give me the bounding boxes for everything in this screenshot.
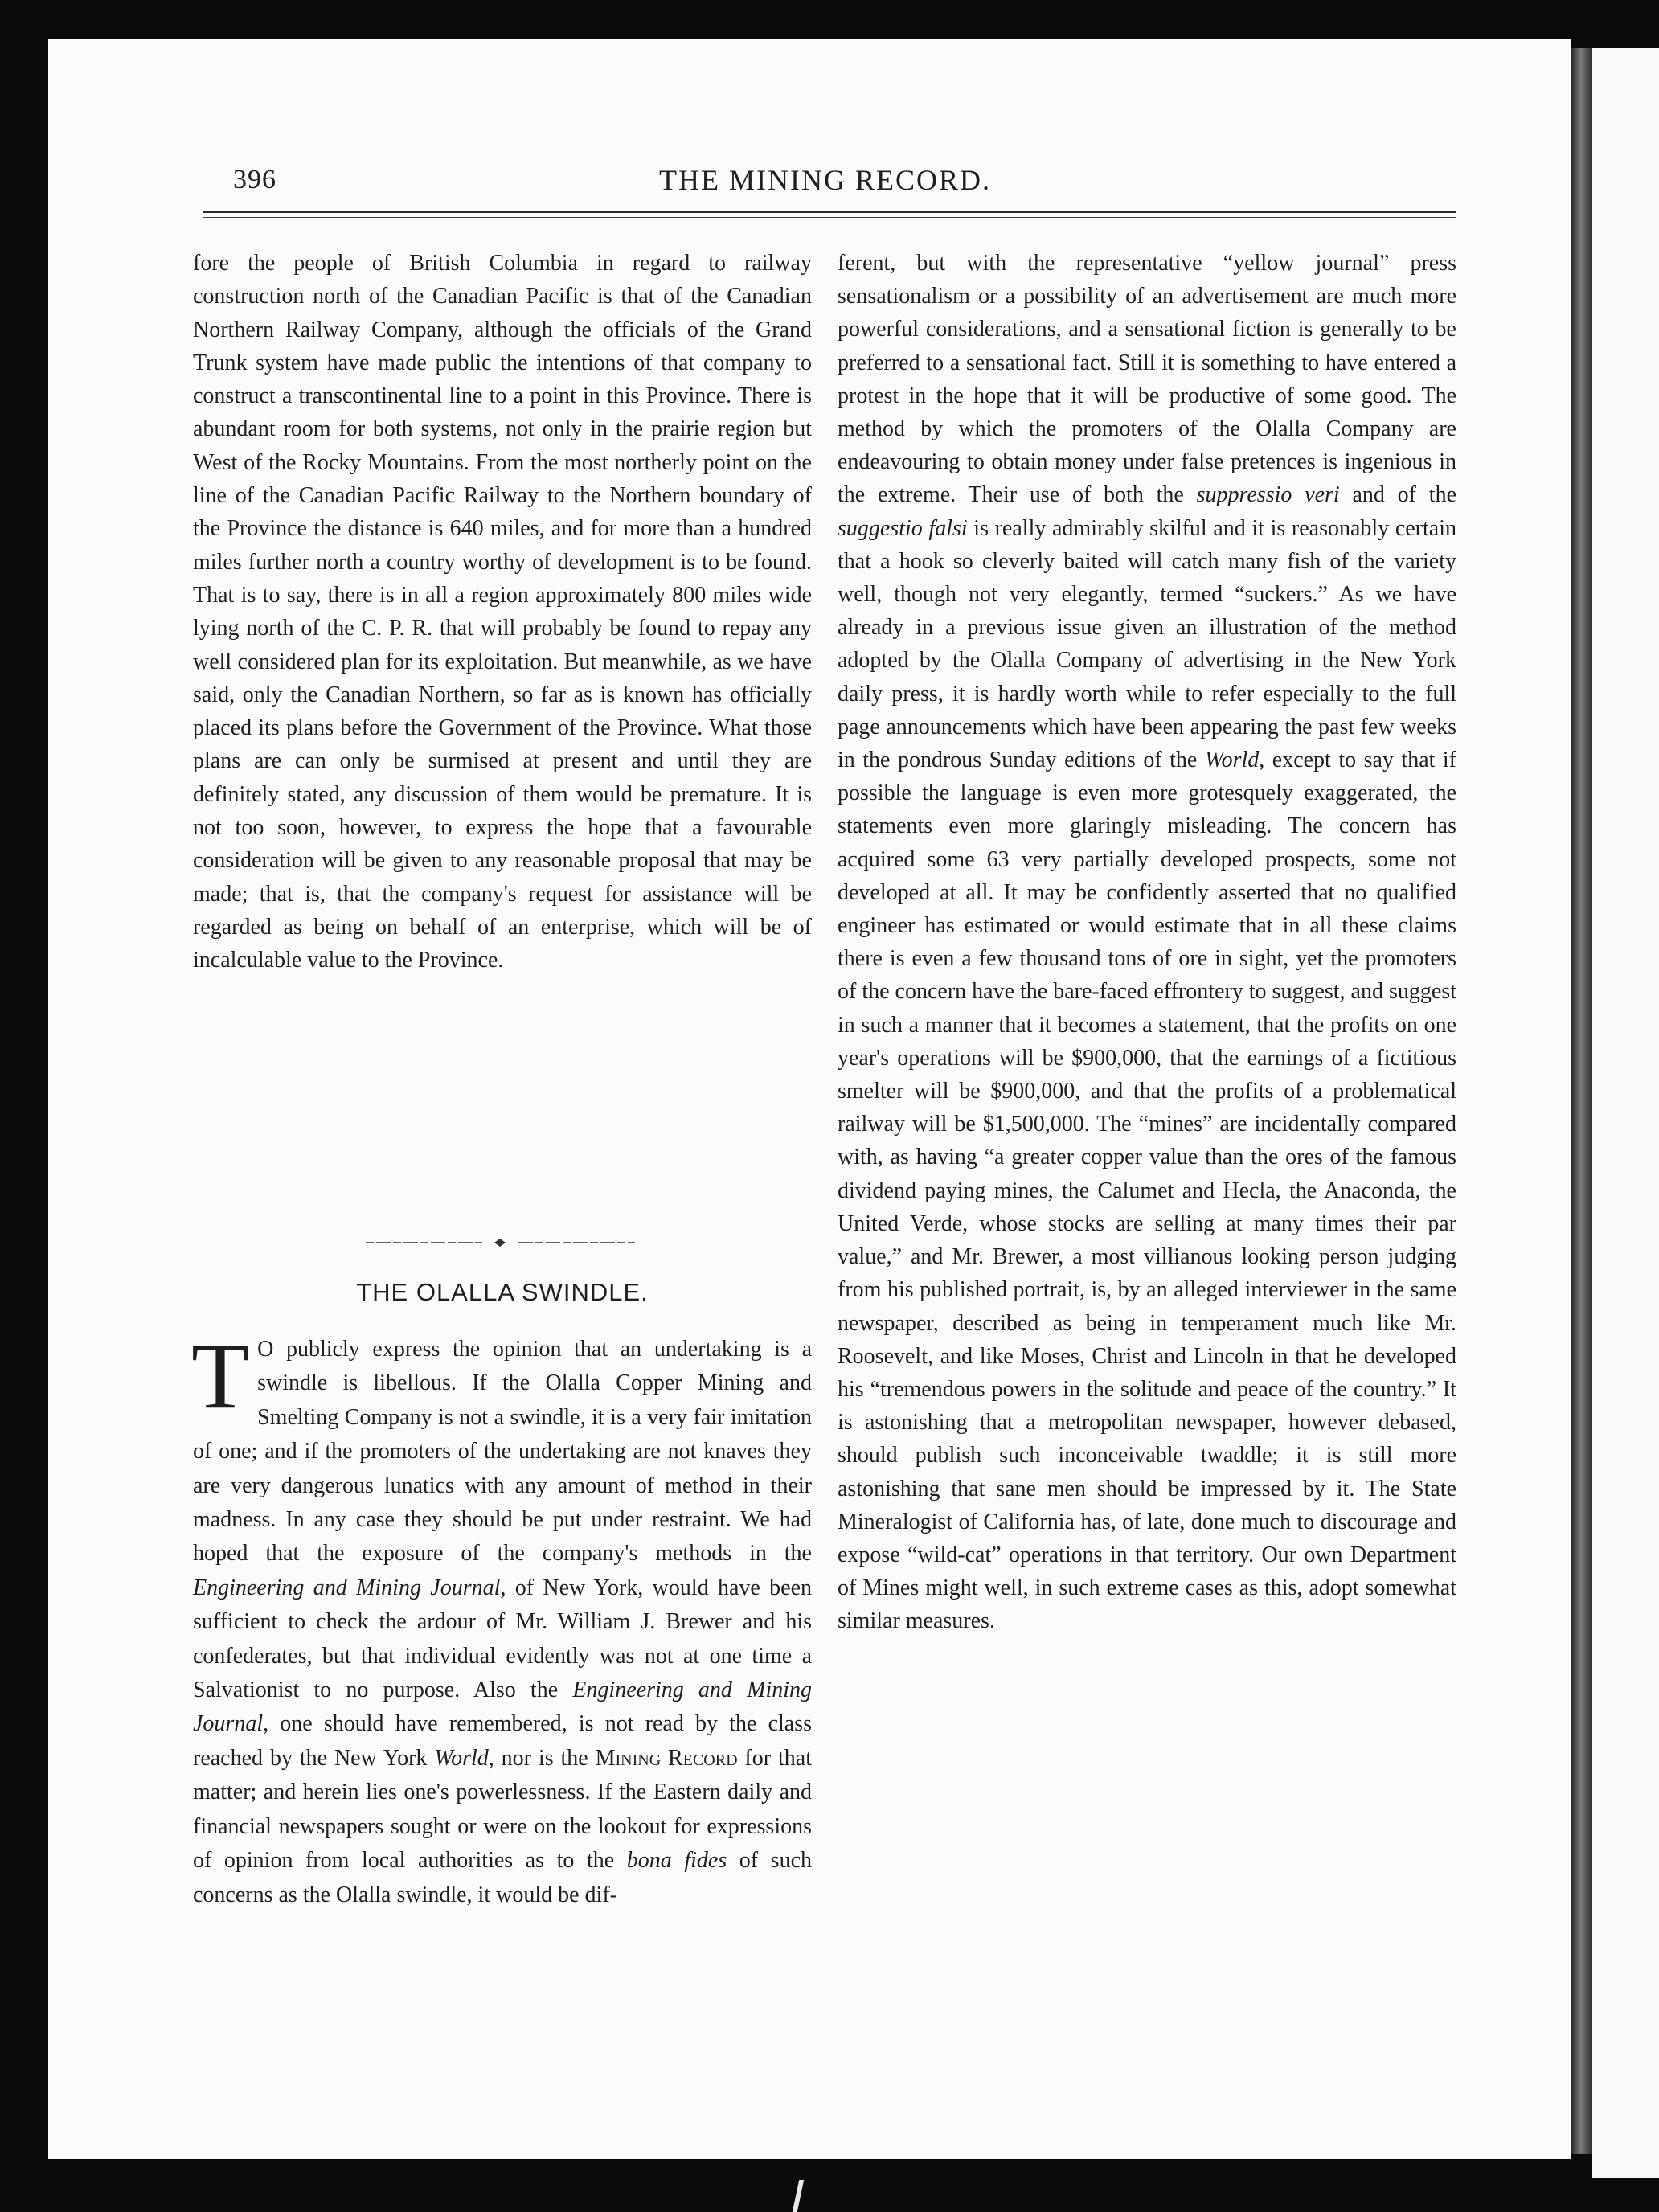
running-title: THE MINING RECORD.	[659, 164, 991, 196]
article-text: of New York, would have been sufficient to check the ardour of Mr. William J. Brewer and his confederates, but that individual evidently was not at one time a Salvationist to no purpose. Also the	[193, 1575, 813, 1703]
page-number: 396	[233, 165, 276, 195]
latin-phrase-italic: suppressio veri	[1196, 482, 1340, 508]
right-paragraph	[838, 247, 1456, 1638]
article-text: O publicly express the opinion that an undertaking is a swindle is libellous. If the Olalla Copper Mining and Smelting Company is not a swindle, it is a very fair imitation of one; and if the promoters of the undertaking are not knaves they are very dangerous lunatics with any amount of method in their madness. In any case they should be put under restraint. We had hoped that the exposure of the company's methods in the	[193, 1337, 812, 1567]
latin-phrase-italic: suggestio falsi	[838, 515, 968, 541]
section-divider-ornament	[366, 1238, 635, 1247]
article-heading: THE OLALLA SWINDLE.	[356, 1278, 649, 1306]
latin-phrase-italic: bona fides	[626, 1848, 727, 1874]
scan-artifact-mark	[793, 2180, 805, 2212]
article-text: ferent, but with the representative “yellow journal” press sensationalism or a possibility of an advertisement are much more powerful considerations, and a sensational fiction is generally to be preferred to a sensational fact. Still it is something to have entered a protest in the hope that it will be productive of some good. The method by which the promoters of the Olalla Company are endeavouring to obtain money under false pretences is ingenious in the extreme. Their use of both the	[838, 251, 1456, 508]
article-text: except to say that if possible the language is even more grotesquely exaggerated, the statements even more glaringly misleading. The concern has acquired some 63 very partially developed prospects, some not developed at all. It may be confidently asserted that no qualified engineer has estimated or would estimate that in all these claims there is even a few thousand tons of ore in sight, yet the promoters of the concern have the bare-faced effrontery to suggest, and suggest in such a manner that it becomes a statement, that the profits on one year's operations will be $900,000, that the earnings of a fictitious smelter will be $900,000, and that the profits of a problematical railway will be $1,500,000. The “mines” are incidentally compared with, as having “a greater copper value than the ores of the famous dividend paying mines, the Calumet and Hecla, the Anaconda, the United Verde, whose stocks are selling at many times their par value,” and Mr. Brewer, a most villianous looking person judging from his published portrait, is, by an alleged interviewer in the same newspaper, described as being in temperament much like Mr. Roosevelt, and like Moses, Christ and Lincoln in that he developed his “tremendous powers in the solitude and peace of the country.” It is astonishing that a metropolitan newspaper, however debased, should publish such inconceivable twaddle; it is still more astonishing that sane men should be impressed by it. The State Mineralogist of California has, of late, done much to discourage and expose “wild-cat” operations in that territory. Our own Department of Mines might well, in such extreme cases as this, adopt somewhat similar measures.	[838, 748, 1456, 1634]
article-text: of such concerns as the Olalla swindle, it would be dif-	[193, 1848, 812, 1907]
left-column	[193, 247, 812, 977]
journal-title-italic: Engineering and Mining Journal,	[193, 1677, 812, 1737]
publication-name-smallcaps: Mining Record	[595, 1745, 738, 1771]
article-text: for that matter; and herein lies one's powerlessness. If the Eastern daily and financial newspapers sought or were on the lookout for expressions of opinion from local authorities as to the	[193, 1745, 812, 1874]
article-body	[191, 1323, 813, 1912]
journal-title-italic: Engineering and Mining Journal,	[193, 1575, 506, 1600]
header-rule-thick	[203, 211, 1456, 213]
article-text: one should have remembered, is not read by the class reached by the New York	[193, 1711, 812, 1771]
article-text: nor is the	[494, 1745, 596, 1771]
right-column	[838, 247, 1456, 1638]
continued-paragraph: fore the people of British Columbia in regard to railway construction north of the Canadian Pacific is that of the Canadian Northern Railway Company, although the officials of the Grand Trunk system have made public the intentions of that company to construct a transcontinental line to a point in this Province. There is abundant room for both systems, not only in the prairie region but West of the Rocky Mountains. From the most northerly point on the line of the Canadian Pacific Railway to the Northern boundary of the Province the distance is 640 miles, and for more than a hundred miles further north a country worthy of development is to be found. That is to say, there is in all a region approximately 800 miles wide lying north of the C. P. R. that will probably be found to repay any well considered plan for its exploitation. But meanwhile, as we have said, only the Canadian Northern, so far as is known has officially placed its plans before the Government of the Province. What those plans are can only be surmised at present and until they are definitely stated, any discussion of them would be premature. It is not too soon, however, to express the hope that a favourable consideration will be given to any reasonable proposal that may be made; that is, that the company's request for assistance will be regarded as being on behalf of an enterprise, which will be of incalculable value to the Province.	[193, 251, 812, 973]
newspaper-title-italic: World,	[1204, 748, 1265, 773]
article-text: is really admirably skilful and it is reasonably certain that a hook so cleverly baited will catch many fish of the variety well, though not very elegantly, termed “suckers.” As we have already in a previous issue given an illustration of the method adopted by the Olalla Company of advertising in the New York daily press, it is hardly worth while to refer especially to the full page announcements which have been appearing the past few weeks in the pondrous Sunday editions of the	[838, 515, 1456, 773]
header-rule-thin	[203, 217, 1456, 218]
next-page-edge	[1592, 48, 1659, 2178]
drop-cap: T	[191, 1323, 250, 1428]
book-spine-edge	[1571, 48, 1592, 2154]
newspaper-title-italic: World,	[434, 1745, 494, 1771]
article-text: and of the	[1339, 482, 1456, 508]
